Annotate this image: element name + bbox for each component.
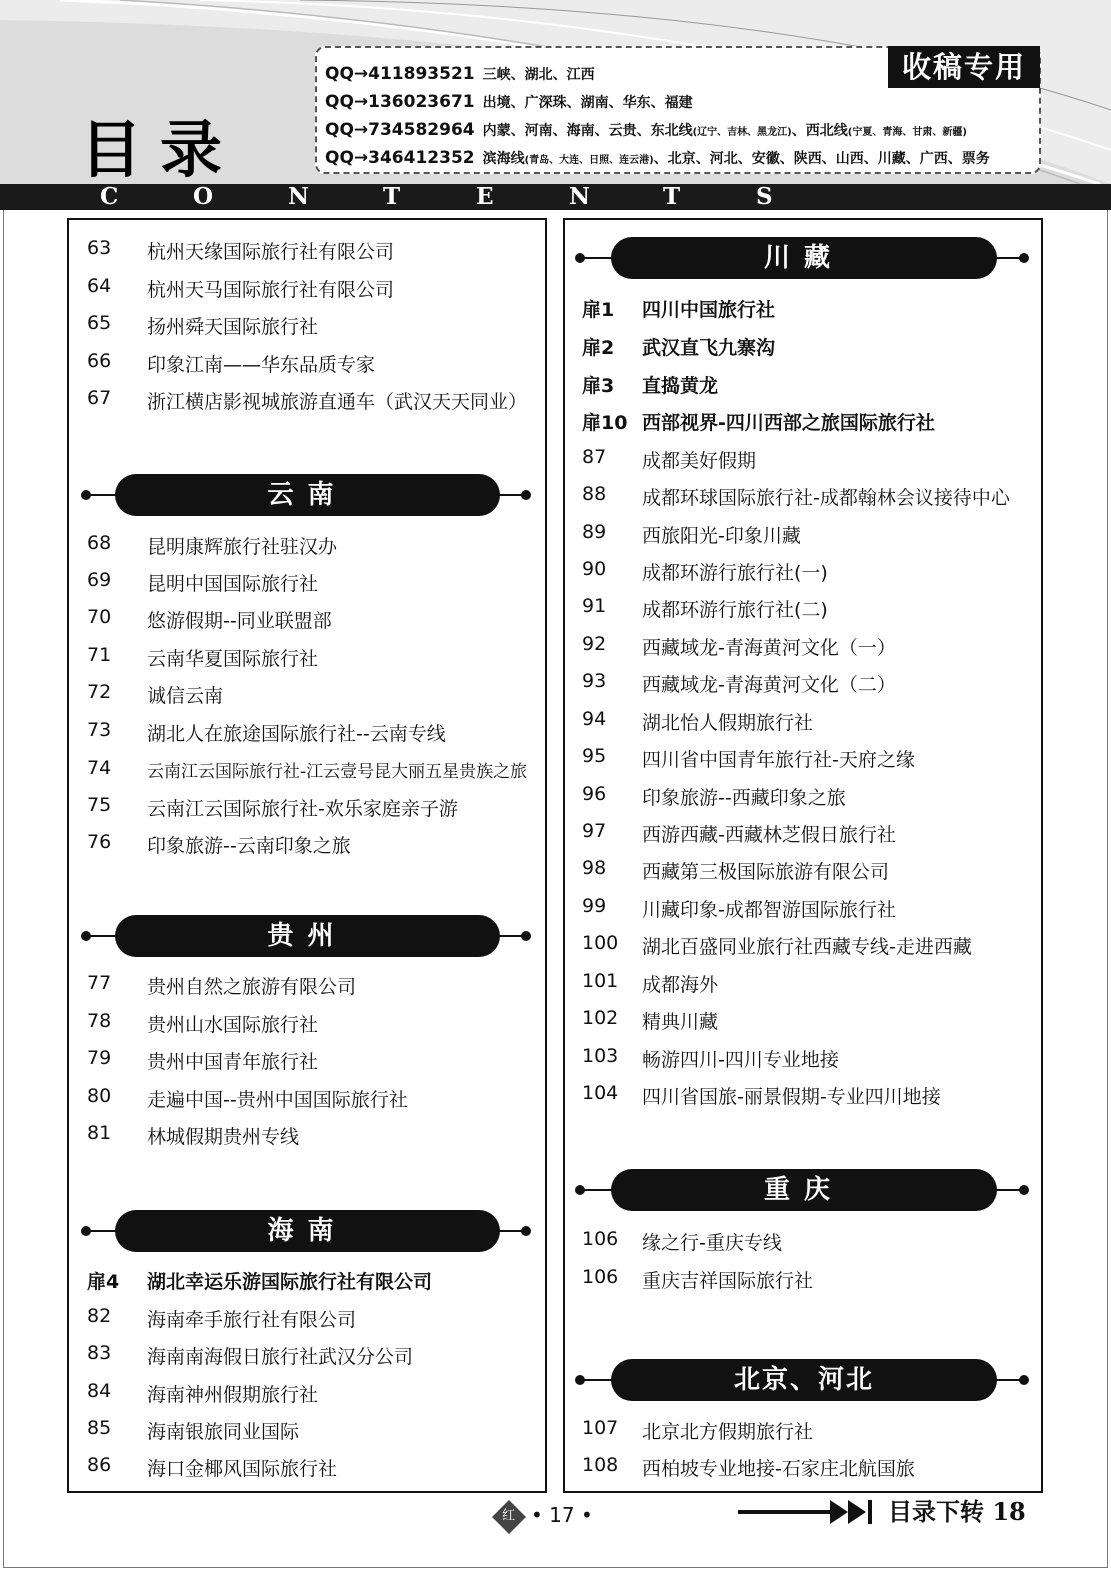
arrow-bar-icon (868, 1500, 872, 1524)
contents-letter: S (756, 183, 773, 210)
section-title: 贵州 (115, 915, 500, 957)
section-header-beijing-hebei (575, 1359, 1031, 1401)
contents-letter: N (569, 183, 591, 210)
section-title: 川藏 (611, 237, 997, 279)
contents-letter: O (193, 183, 214, 210)
arrow-right-icon (738, 1510, 830, 1514)
left-column: 63 杭州天缘国际旅行社有限公司 64 杭州天马国际旅行社有限公司 65 扬州舜天国际旅行社 66 印象江南——华东品质专家 67 浙江横店影视城旅游直通车（武汉天天同业） 云南 68 昆明康辉旅行社驻汉办 69 昆明中国国际旅行社 70 悠游假期--同业联盟部 71 云南华夏国际旅行社 72 诚信云南 73 湖北人在旅途国际旅行社--云南专线 74 云南江云国际旅行社-江云壹号昆大丽五星贵族之旅 75 云南江云国际旅行社-欢乐家庭亲子游 76 印象旅游--云南印象之旅 贵州 77 贵州自然之旅游有限公司 78 贵州山水国际旅行社 79 贵州中国青年旅行社 80 走遍中国--贵州中国国际旅行社 81 林城假期贵州专线 海南 扉4 湖北幸运乐游国际旅行社有限公司 82 海南牵手旅行社有限公司 83 海南南海假日旅行社武汉分公司 84 海南神州假期旅行社 85 海南银旅同业国际 86 海口金椰风国际旅行社 (67, 218, 547, 1493)
section-title: 重庆 (611, 1169, 997, 1211)
qq-line: QQ→734582964 内蒙、河南、海南、云贵、东北线(辽宁、吉林、黑龙江)、西北线(宁夏、青海、甘肃、新疆) (325, 120, 967, 140)
section-header-hainan (81, 1210, 533, 1252)
qq-line: QQ→346412352 滨海线(青岛、大连、日照、连云港)、北京、河北、安徽、陕西、山西、川藏、广西、票务 (325, 148, 990, 168)
header (0, 0, 1111, 184)
section-dot (1019, 1375, 1029, 1385)
red-badge-icon: 红 (492, 1500, 526, 1534)
section-title: 北京、河北 (611, 1359, 997, 1401)
section-dot (521, 490, 531, 500)
section-header-chuanzang (575, 237, 1031, 279)
section-header-guizhou (81, 915, 533, 957)
section-dot (521, 931, 531, 941)
section-title: 海南 (115, 1210, 500, 1252)
arrow-head-icon (848, 1500, 866, 1524)
page-number: 红 • 17 • (497, 1500, 593, 1530)
right-column: 川藏 扉1 四川中国旅行社 扉2 武汉直飞九寨沟 扉3 直捣黄龙 扉10 西部视界-四川西部之旅国际旅行社 87 成都美好假期 88 成都环球国际旅行社-成都翰林会议接待中心 89 西旅阳光-印象川藏 90 成都环游行旅行社(一) 91 成都环游行旅行社(二) 92 西藏域龙-青海黄河文化（一） 93 西藏域龙-青海黄河文化（二） 94 湖北怡人假期旅行社 95 四川省中国青年旅行社-天府之缘 96 印象旅游--西藏印象之旅 97 西游西藏-西藏林芝假日旅行社 98 西藏第三极国际旅游有限公司 99 川藏印象-成都智游国际旅行社 100 湖北百盛同业旅行社西藏专线-走进西藏 101 成都海外 102 精典川藏 103 畅游四川-四川专业地接 104 四川省国旅-丽景假期-专业四川地接 重庆 106 缘之行-重庆专线 106 重庆吉祥国际旅行社 北京、河北 107 北京北方假期旅行社 108 西柏坡专业地接-石家庄北航国旅 (563, 218, 1043, 1493)
contents-letter: T (663, 183, 681, 210)
section-header-chongqing (575, 1169, 1031, 1211)
section-dot (1019, 1185, 1029, 1195)
section-header-yunnan (81, 474, 533, 516)
contents-letter: T (383, 183, 401, 210)
qq-line: QQ→411893521 三峡、湖北、江西 (325, 64, 595, 84)
section-dot (521, 1226, 531, 1236)
section-dot (1019, 253, 1029, 263)
contents-bar (0, 184, 1111, 210)
qq-line: QQ→136023671 出境、广深珠、湖南、华东、福建 (325, 92, 693, 112)
arrow-head-icon (830, 1500, 848, 1524)
page-title: 目录 (80, 113, 241, 184)
contents-letter: C (100, 183, 119, 210)
continued-next-page[interactable]: 目录下转 18 (738, 1496, 1038, 1528)
contents-letter: E (476, 183, 494, 210)
section-title: 云南 (115, 474, 500, 516)
contents-letter: N (288, 183, 310, 210)
submission-stamp: 收稿专用 (888, 46, 1040, 88)
